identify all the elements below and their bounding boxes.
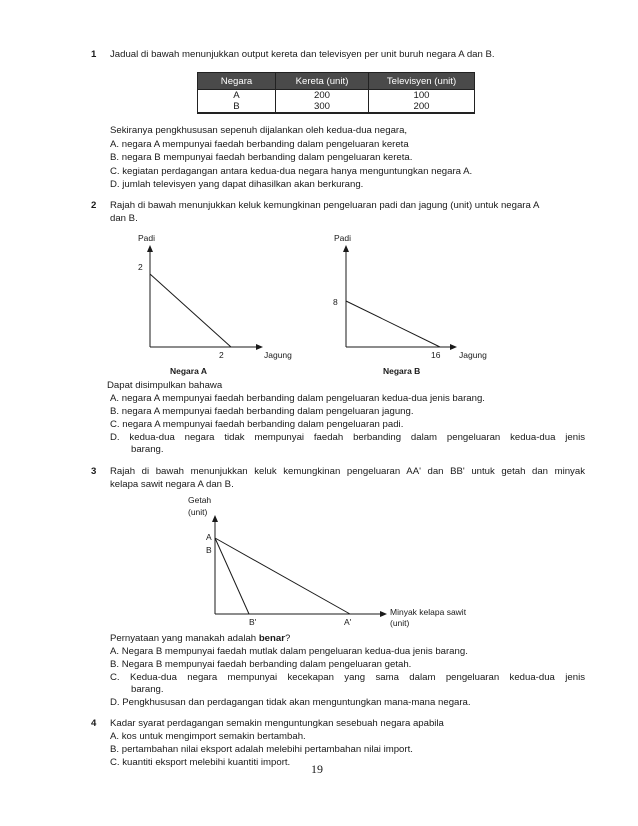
graph-b-caption: Negara B [383, 366, 421, 376]
graph-b-ppc-line [346, 301, 440, 347]
q1-option-d: D. jumlah televisyen yang dapat dihasilkan akan berkurang. [110, 179, 364, 190]
q3-label-b-prime: B' [249, 617, 257, 627]
q2-question-line2: dan B. [110, 213, 138, 224]
q2-question-line1: Rajah di bawah menunjukkan keluk kemungkinan pengeluaran padi dan jagung (unit) untuk negara A [110, 200, 540, 211]
q2-option-a: A. negara A mempunyai faedah berbanding dalam pengeluaran kedua-dua jenis barang. [110, 393, 485, 404]
table-cell: B [198, 101, 276, 113]
q3-question-line1: Rajah di bawah menunjukkan keluk kemungkinan pengeluaran AA' dan BB' untuk getah dan minyak [110, 466, 585, 477]
q1-number: 1 [91, 49, 97, 60]
q3-stem [110, 633, 290, 644]
q4-option-c: C. kuantiti eksport melebihi kuantiti import. [110, 757, 291, 768]
q4-number: 4 [91, 718, 97, 729]
q3-option-c-continuation: barang. [131, 684, 164, 695]
table-header-row [198, 73, 475, 90]
q3-y-label-2: (unit) [188, 507, 208, 517]
graph-negara-b [333, 233, 487, 376]
q2-stem: Dapat disimpulkan bahawa [107, 380, 223, 391]
q3-stem-emphasis: benar [258, 633, 285, 644]
q3-stem-end: ? [284, 633, 291, 644]
q1-option-b: B. negara B mempunyai faedah berbanding dalam pengeluaran kereta. [110, 152, 413, 163]
q3-label-b: B [206, 545, 212, 555]
q3-x-label-1: Minyak kelapa sawit [390, 607, 467, 617]
table-header-negara: Negara [198, 73, 276, 90]
q2-option-d-continuation: barang. [131, 444, 164, 455]
q3-x-arrow [380, 611, 387, 617]
q3-option-d: D. Pengkhususan dan perdagangan tidak akan menguntungkan mana-mana negara. [110, 697, 471, 708]
q3-y-label-1: Getah [188, 495, 212, 505]
q1-table [197, 72, 475, 114]
q1-option-a: A. negara A mempunyai faedah berbanding dalam pengeluaran kereta [110, 139, 409, 150]
q3-diagram [0, 494, 638, 634]
graph-negara-a [138, 233, 292, 376]
q2-option-d: D. kedua-dua negara tidak mempunyai faedah berbanding dalam pengeluaran kedua-dua jenis [110, 432, 585, 443]
q4-option-b: B. pertambahan nilai eksport adalah melebihi pertambahan nilai import. [110, 744, 413, 755]
graph-a-x-label: Jagung [264, 350, 292, 360]
graph-b-y-tick: 8 [333, 297, 338, 307]
q2-option-b: B. negara A mempunyai faedah berbanding dalam pengeluaran jagung. [110, 406, 414, 417]
q3-ppc-bb [215, 538, 249, 614]
graph-a-y-arrow [147, 245, 153, 252]
q3-stem-text: Pernyataan yang manakah adalah [110, 633, 259, 644]
graph-a-ppc-line [150, 274, 231, 347]
q2-diagram [0, 228, 638, 388]
q3-number: 3 [91, 466, 97, 477]
table-header-kereta: Kereta (unit) [276, 73, 369, 90]
graph-a-y-tick: 2 [138, 262, 143, 272]
graph-a-y-label: Padi [138, 233, 156, 243]
graph-b-x-arrow [450, 344, 457, 350]
q3-y-arrow [212, 515, 218, 522]
q3-x-label-2: (unit) [390, 618, 410, 628]
graph-a-caption: Negara A [170, 366, 208, 376]
q2-number: 2 [91, 200, 97, 211]
page-number: 19 [311, 762, 323, 776]
graph-b-x-tick: 16 [431, 350, 441, 360]
graph-b-y-arrow [343, 245, 349, 252]
graph-a-x-tick: 2 [219, 350, 224, 360]
graph-b-x-label: Jagung [459, 350, 487, 360]
table-cell: 200 [276, 90, 369, 102]
q3-question-line2: kelapa sawit negara A dan B. [110, 479, 234, 490]
table-row [198, 101, 475, 113]
q4-question: Kadar syarat perdagangan semakin menguntungkan sesebuah negara apabila [110, 718, 444, 729]
graph-b-y-label: Padi [334, 233, 352, 243]
table-row [198, 90, 475, 102]
table-cell: 200 [369, 101, 475, 113]
q1-stem: Sekiranya pengkhususan sepenuh dijalankan oleh kedua-dua negara, [110, 125, 408, 136]
q1-option-c: C. kegiatan perdagangan antara kedua-dua negara hanya menguntungkan negara A. [110, 166, 473, 177]
q3-ppc-aa [215, 538, 350, 614]
table-cell: 300 [276, 101, 369, 113]
q3-label-a: A [206, 532, 212, 542]
table-cell: A [198, 90, 276, 102]
q1-question: Jadual di bawah menunjukkan output kereta dan televisyen per unit buruh negara A dan B. [110, 49, 495, 60]
q3-label-a-prime: A' [344, 617, 352, 627]
table-cell: 100 [369, 90, 475, 102]
q3-option-a: A. Negara B mempunyai faedah mutlak dalam pengeluaran kedua-dua jenis barang. [110, 646, 468, 657]
q3-option-c: C. Kedua-dua negara mempunyai kecekapan yang sama dalam pengeluaran kedua-dua jenis [110, 672, 585, 683]
q4-option-a: A. kos untuk mengimport semakin bertambah. [110, 731, 306, 742]
graph-a-x-arrow [256, 344, 263, 350]
table-header-televisyen: Televisyen (unit) [369, 73, 475, 90]
q2-option-c: C. negara A mempunyai faedah berbanding dalam pengeluaran padi. [110, 419, 404, 430]
q3-option-b: B. Negara B mempunyai faedah berbanding dalam pengeluaran getah. [110, 659, 412, 670]
